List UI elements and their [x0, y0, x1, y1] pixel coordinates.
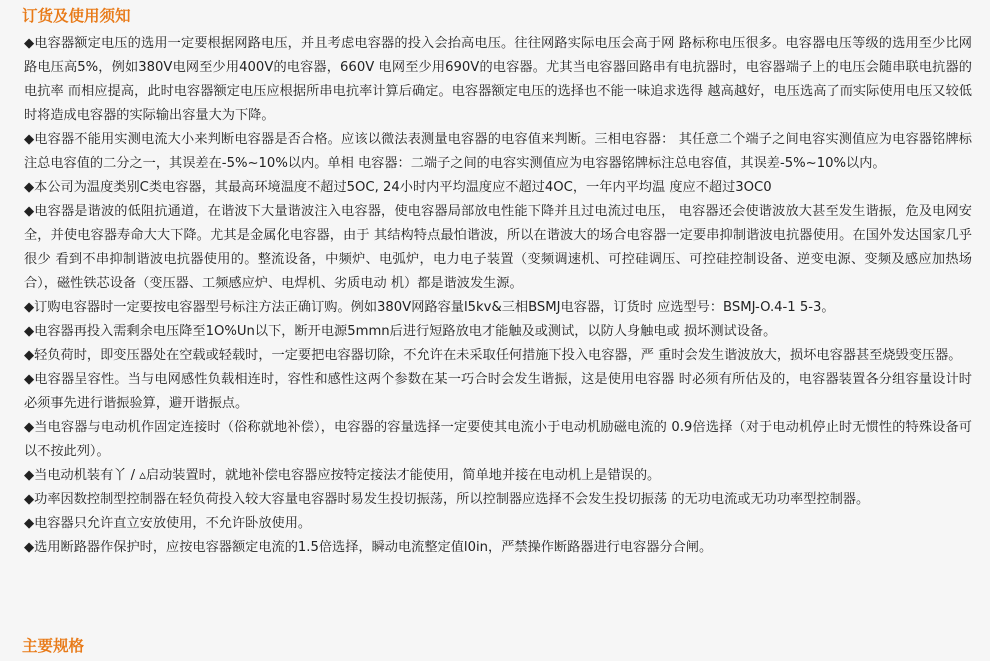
paragraph-star-delta: ◆当电动机装有丫 / ▵启动装置时，就地补偿电容器应按特定接法才能使用，简单地并接在电动机上是错误的。: [24, 468, 661, 483]
paragraph-breaker: ◆选用断路器作保护时，应按电容器额定电流的1.5倍选择，瞬动电流整定值l0in，严禁操作断路器进行电容器分合闸。: [24, 540, 713, 555]
paragraph-temperature-class: ◆本公司为温度类别C类电容器，其最高环境温度不超过5OC, 24小时内平均温度应不超过4OC，一年内平均温 度应不超过3OC0: [24, 180, 772, 195]
paragraph-mounting: ◆电容器只允许直立安放使用，不允许卧放使用。: [24, 516, 312, 531]
paragraph-motor-compensation: ◆当电容器与电动机作固定连接时（俗称就地补偿），电容器的容量选择一定要使其电流小于电动机励磁电流的 0.9倍选择（对于电动机停止时无惯性的特殊设备可以不按此列）。: [24, 420, 972, 459]
section-title-main-specs: 主要规格: [22, 637, 85, 655]
paragraph-resonance: ◆电容器呈容性。当与电网感性负载相连时，容性和感性这两个参数在某一巧合时会发生谐振，这是使用电容器 时必须有所估及的，电容器装置各分组容量设计时必须事先进行谐振验算，避开谐振点。: [24, 372, 972, 411]
paragraph-capacitance-measurement: ◆电容器不能用实测电流大小来判断电容器是否合格。应该以微法表测量电容器的电容值来判断。三相电容器： 其任意二个端子之间电容实测值应为电容器铭牌标注总电容值的二分之一，其误差在-5%~10%以内。单相 电容器：二端子之间的电容实测值应为电容器铭牌标注总电容值，其误差-5%~10%以内。: [24, 132, 972, 171]
paragraph-discharge: ◆电容器再投入需剩余电压降至1O%Un以下，断开电源5mmn后进行短路放电才能触及或测试，以防人身触电或 损坏测试设备。: [24, 324, 777, 339]
paragraph-rated-voltage: ◆电容器额定电压的选用一定要根据网路电压，并且考虑电容器的投入会抬高电压。往往网路实际电压会高于网 路标称电压很多。电容器电压等级的选用至少比网路电压高5%，例如380V电网至少用400V的电容器，660V 电网至少用690V的电容器。尤其当电容器回路串有电抗器时，电容器端子上的电压会随串联电抗器的电抗率 而相应提高，此时电容器额定电压应根据所串电抗率计算后确定。电容器额定电压的选择也不能一味追求选得 越高越好，电压选高了而实际使用电压又较低时将造成电容器的实际输出容量大为下降。: [24, 36, 972, 123]
paragraph-harmonics: ◆电容器是谐波的低阻抗通道，在谐波下大量谐波注入电容器，使电容器局部放电性能下降并且过电流过电压， 电容器还会使谐波放大甚至发生谐振，危及电网安全，并使电容器寿命大大下降。尤其是金属化电容器，由于 其结构特点最怕谐波，所以在谐波大的场合电容器一定要串抑制谐波电抗器使用。在国外发达国家几乎很少 看到不串抑制谐波电抗器使用的。整流设备，中频炉、电弧炉，电力电子装置（变频调速机、可控硅调压、可控硅控制设备、逆变电源、变频及感应加热场合），磁性铁芯设备（变压器、工频感应炉、电焊机、劣质电动 机）都是谐波发生源。: [24, 204, 972, 291]
paragraph-controller: ◆功率因数控制型控制器在轻负荷投入较大容量电容器时易发生投切振荡，所以控制器应选择不会发生投切振荡 的无功电流或无功功率型控制器。: [24, 492, 870, 507]
notice-content: [24, 32, 972, 560]
paragraph-ordering-model: ◆订购电容器时一定要按电容器型号标注方法正确订购。例如380V网路容量l5kv&三相BSMJ电容器，订货时 应选型号：BSMJ-O.4-1 5-3。: [24, 300, 835, 315]
paragraph-light-load: ◆轻负荷时，即变压器处在空载或轻载时，一定要把电容器切除，不允许在未采取任何措施下投入电容器，严 重时会发生谐波放大，损坏电容器甚至烧毁变压器。: [24, 348, 962, 363]
section-title-ordering-notice: 订货及使用须知: [22, 7, 131, 25]
